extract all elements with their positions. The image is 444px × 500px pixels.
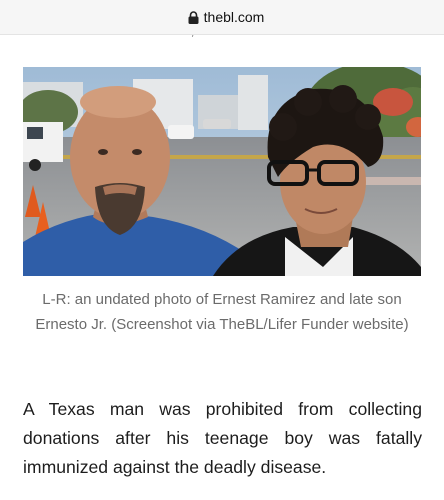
url-text: thebl.com xyxy=(203,9,265,25)
browser-address-bar[interactable] xyxy=(0,0,444,35)
photo-caption: L-R: an undated photo of Ernest Ramirez and late son Ernesto Jr. (Screenshot via TheBL/Lifer Funder website) xyxy=(35,291,409,333)
url-display[interactable] xyxy=(188,9,265,25)
lock-icon xyxy=(188,11,199,24)
article-photo xyxy=(23,67,421,276)
article-body-paragraph: A Texas man was prohibited from collecting donations after his teenage boy was fatally immunized against the deadly disease. xyxy=(23,399,422,477)
